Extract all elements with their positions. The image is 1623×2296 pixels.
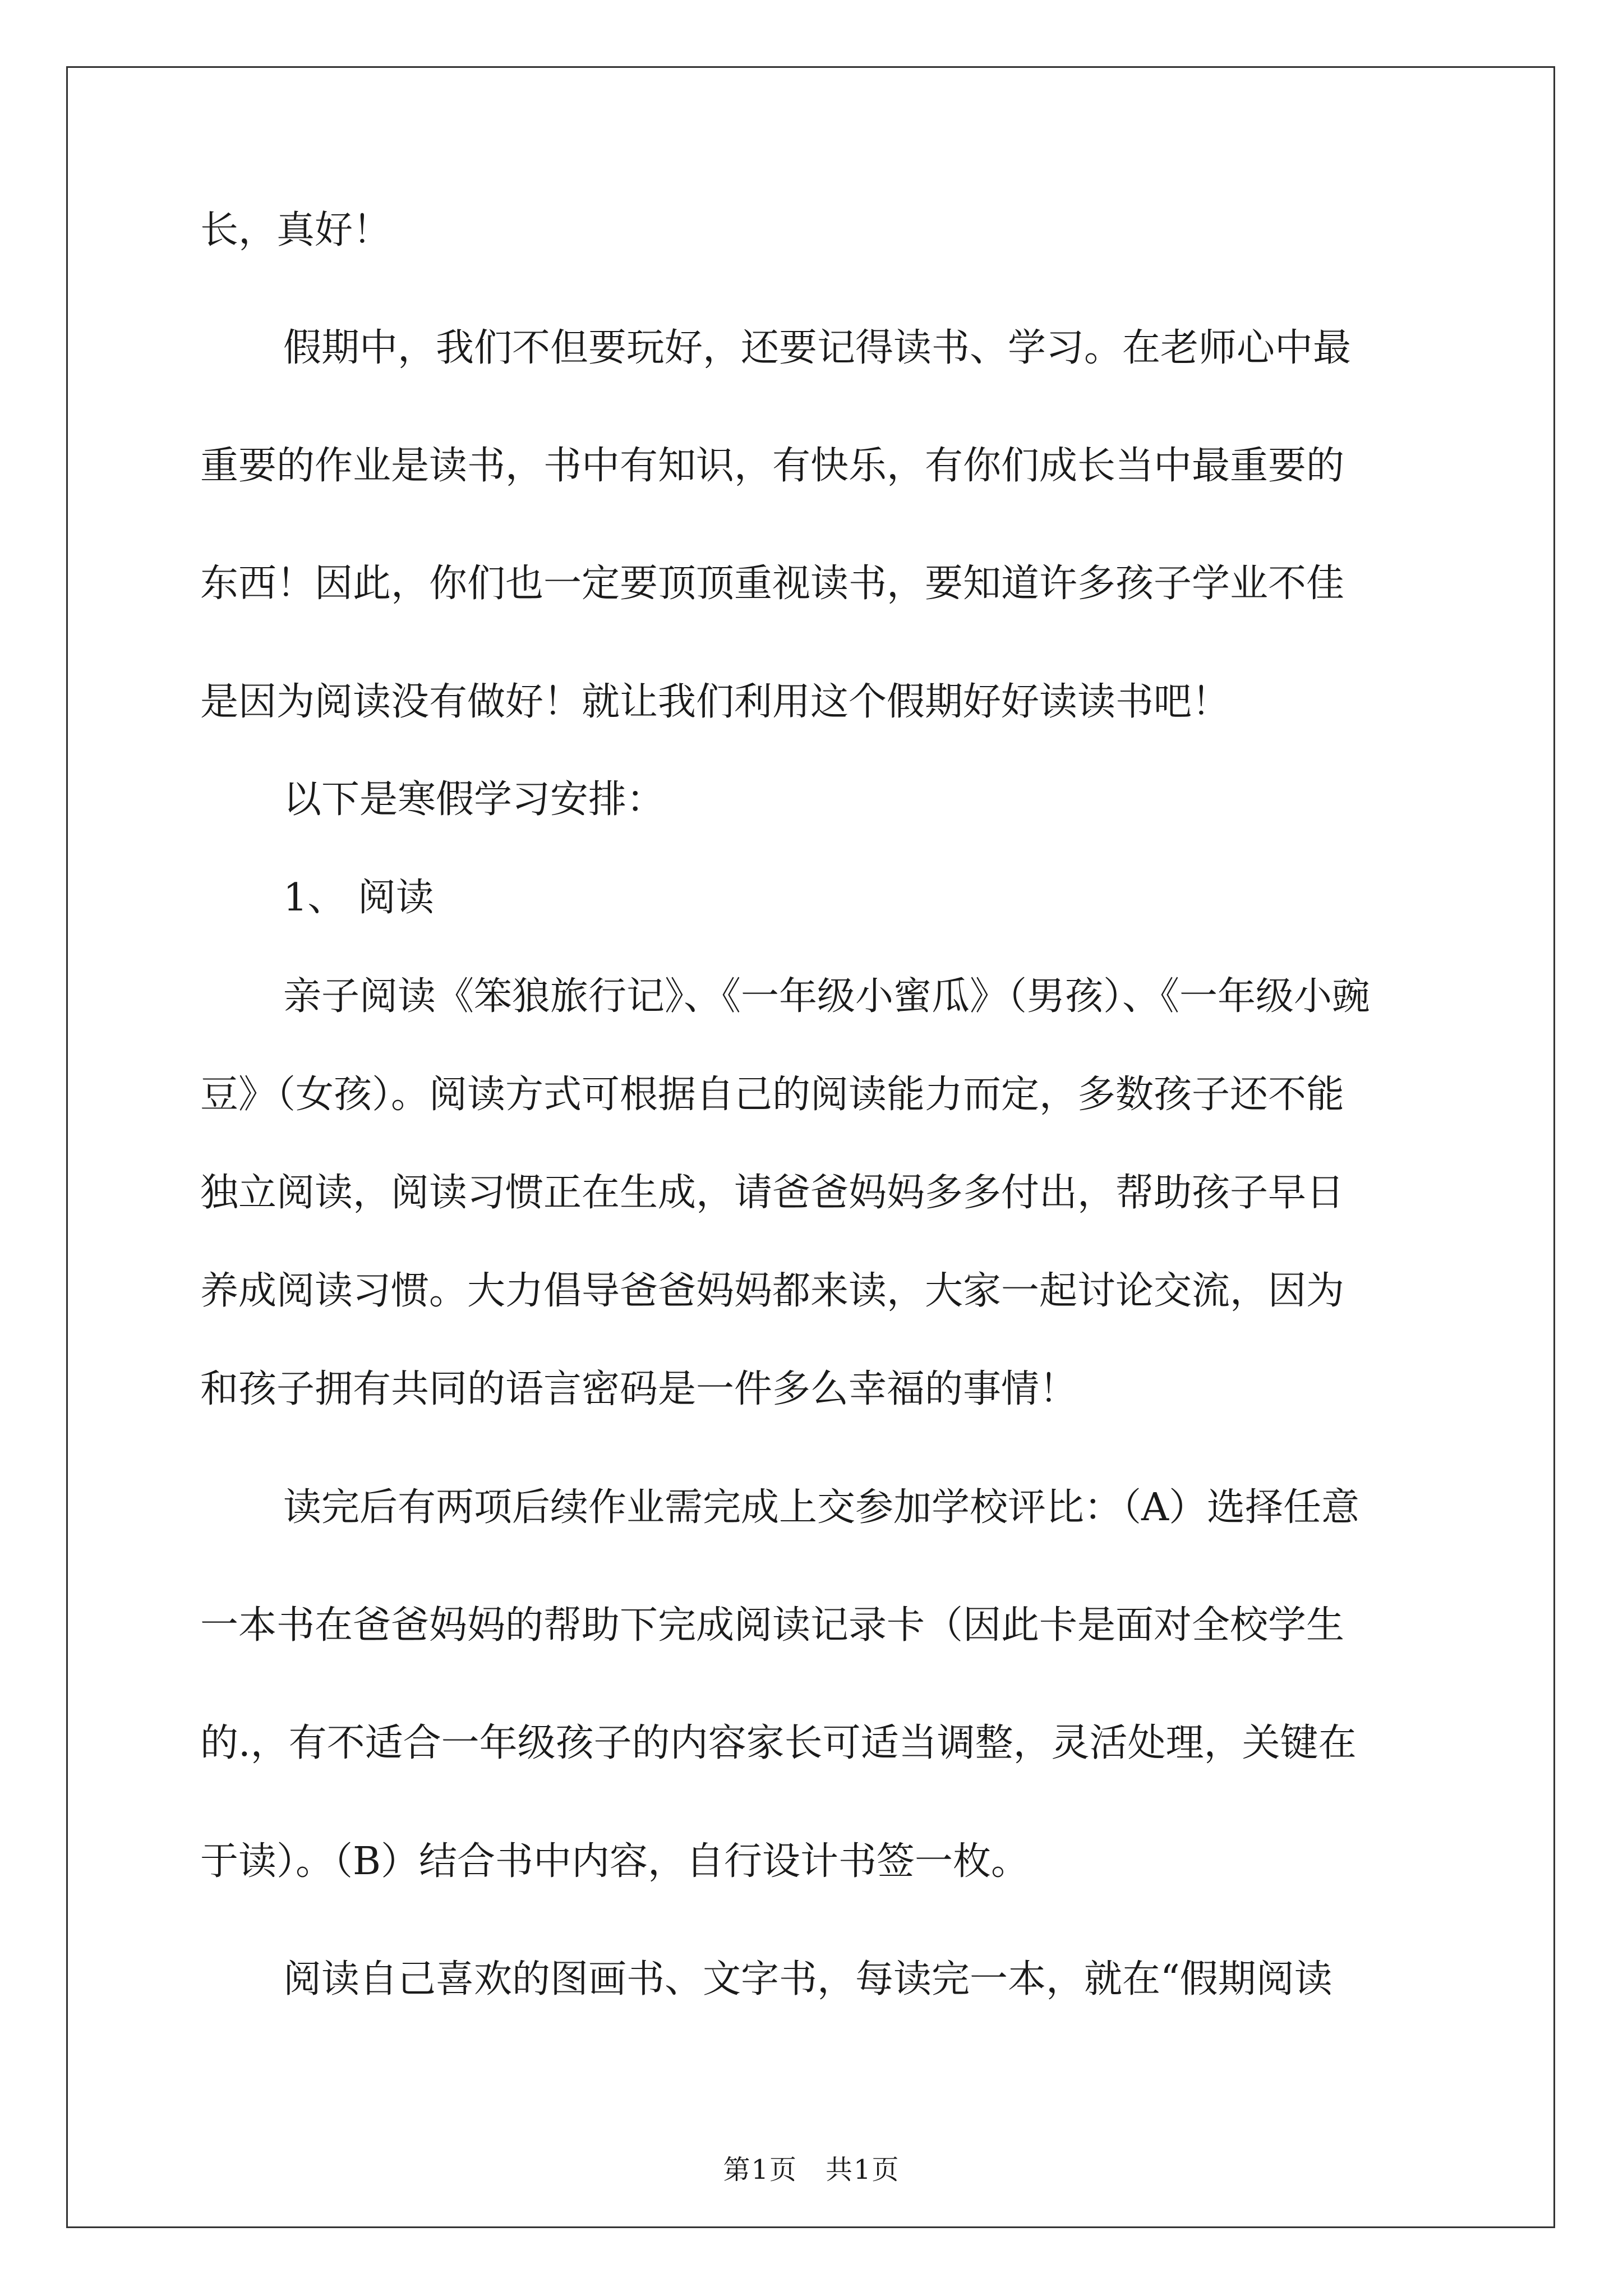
text-line: 于读）。（B）结合书中内容，自行设计书签一枚。 [200, 1839, 1029, 1884]
text-line: 以下是寒假学习安排： [283, 777, 665, 822]
text-line: 重要的作业是读书，书中有知识，有快乐，有你们成长当中最重要的 [200, 444, 1345, 488]
list-heading: 1、 阅读 [283, 876, 434, 920]
text-line: 和孩子拥有共同的语言密码是一件多么幸福的事情！ [200, 1367, 1078, 1411]
text-line: 假期中，我们不但要玩好，还要记得读书、学习。在老师心中最 [283, 326, 1352, 370]
text-line: 长，真好！ [200, 208, 391, 252]
text-line: 一本书在爸爸妈妈的帮助下完成阅读记录卡（因此卡是面对全校学生 [200, 1603, 1345, 1648]
text-line: 的.，有不适合一年级孩子的内容家长可适当调整，灵活处理，关键在 [200, 1721, 1357, 1765]
text-line: 独立阅读，阅读习惯正在生成，请爸爸妈妈多多付出，帮助孩子早日 [200, 1171, 1345, 1215]
text-line: 东西！因此，你们也一定要顶顶重视读书，要知道许多孩子学业不佳 [200, 562, 1345, 606]
page-footer: 第1页 共1页 [723, 2154, 900, 2185]
text-line: 豆》（女孩）。阅读方式可根据自己的阅读能力而定，多数孩子还不能 [200, 1073, 1345, 1117]
text-line: 阅读自己喜欢的图画书、文字书，每读完一本，就在“假期阅读 [283, 1957, 1332, 2001]
text-line: 是因为阅读没有做好！就让我们利用这个假期好好读读书吧！ [200, 680, 1230, 724]
text-line: 读完后有两项后续作业需完成上交参加学校评比：（A）选择任意 [283, 1485, 1360, 1530]
text-line: 亲子阅读《笨狼旅行记》、《一年级小蜜瓜》（男孩）、《一年级小豌 [283, 974, 1371, 1019]
page-border [66, 66, 1555, 2228]
text-line: 养成阅读习惯。大力倡导爸爸妈妈都来读，大家一起讨论交流，因为 [200, 1269, 1345, 1313]
